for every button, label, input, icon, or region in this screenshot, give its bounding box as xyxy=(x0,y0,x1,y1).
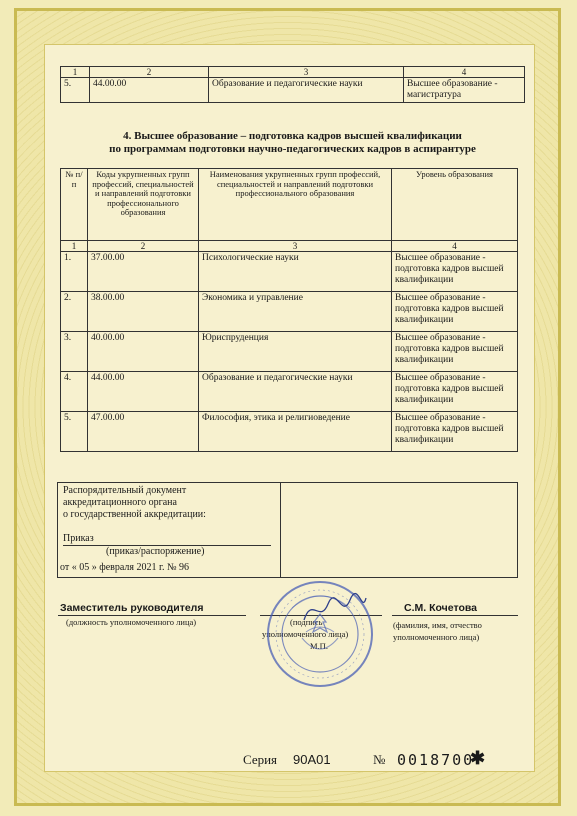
main-table xyxy=(60,168,518,452)
position-underline xyxy=(58,615,246,616)
position-hint: (должность уполномоченного лица) xyxy=(66,617,197,627)
section-title-line2: по программам подготовки научно-педагогических кадров в аспирантуре xyxy=(109,143,476,155)
name-hint-2: уполномоченного лица) xyxy=(393,632,480,642)
row-num: 5. xyxy=(61,78,90,103)
header-row xyxy=(61,169,518,241)
col-number: 1 xyxy=(61,67,90,78)
col-number: 3 xyxy=(209,67,404,78)
admin-doc-date: от « 05 » февраля 2021 г. № 96 xyxy=(60,562,190,573)
series-value: 90А01 xyxy=(293,752,331,767)
admin-doc-label-1: Распорядительный документ xyxy=(63,485,187,496)
row-level: Высшее образование - подготовка кадров высшей квалификации xyxy=(392,372,518,412)
table-row xyxy=(61,292,518,332)
row-level: Высшее образование - подготовка кадров высшей квалификации xyxy=(392,332,518,372)
col-number: 4 xyxy=(392,241,518,252)
header-code: Коды укрупненных групп профессий, специальностей и направлений подготовки профессионального образования xyxy=(88,169,199,241)
row-num: 3. xyxy=(61,332,88,372)
col-number: 4 xyxy=(404,67,525,78)
header-name: Наименования укрупненных групп профессий, специальностей и направлений подготовки профессионального образования xyxy=(199,169,392,241)
row-name: Экономика и управление xyxy=(199,292,392,332)
section-title xyxy=(60,130,525,156)
row-code: 40.00.00 xyxy=(88,332,199,372)
header-num: № п/п xyxy=(61,169,88,241)
row-name: Образование и педагогические науки xyxy=(209,78,404,103)
admin-doc-label-3: о государственной аккредитации: xyxy=(63,509,206,520)
column-numbers-row xyxy=(61,241,518,252)
table-row xyxy=(61,412,518,452)
col-number: 3 xyxy=(199,241,392,252)
star-icon: ✱ xyxy=(470,748,486,768)
row-level: Высшее образование - подготовка кадров высшей квалификации xyxy=(392,292,518,332)
table-row xyxy=(61,252,518,292)
table-row xyxy=(61,372,518,412)
row-level: Высшее образование - подготовка кадров высшей квалификации xyxy=(392,252,518,292)
row-num: 5. xyxy=(61,412,88,452)
handwritten-signature-icon xyxy=(300,590,370,630)
top-table xyxy=(60,66,525,103)
row-name: Юриспруденция xyxy=(199,332,392,372)
row-level: Высшее образование - магистратура xyxy=(404,78,525,103)
row-num: 4. xyxy=(61,372,88,412)
seal-hint: М.П. xyxy=(310,641,328,651)
col-number: 2 xyxy=(88,241,199,252)
name-underline xyxy=(392,615,518,616)
row-name: Психологические науки xyxy=(199,252,392,292)
series-label: Серия xyxy=(243,752,278,767)
section-title-line1: 4. Высшее образование – подготовка кадров высшей квалификации xyxy=(123,130,462,142)
row-code: 44.00.00 xyxy=(90,78,209,103)
admin-doc-type: Приказ xyxy=(63,533,94,544)
admin-doc-right xyxy=(281,483,518,578)
table-row xyxy=(61,78,525,103)
row-code: 44.00.00 xyxy=(88,372,199,412)
sign-hint-2: уполномоченного лица) xyxy=(262,629,349,639)
row-name: Образование и педагогические науки xyxy=(199,372,392,412)
row-name: Философия, этика и религиоведение xyxy=(199,412,392,452)
row-num: 1. xyxy=(61,252,88,292)
row-code: 38.00.00 xyxy=(88,292,199,332)
signer-name: С.М. Кочетова xyxy=(404,602,478,614)
signer-position: Заместитель руководителя xyxy=(60,602,204,614)
row-code: 47.00.00 xyxy=(88,412,199,452)
admin-doc-label-2: аккредитационного органа xyxy=(63,497,177,508)
row-num: 2. xyxy=(61,292,88,332)
header-level: Уровень образования xyxy=(392,169,518,241)
admin-doc-box xyxy=(57,482,518,578)
number-label: № xyxy=(373,752,386,767)
table-row xyxy=(61,332,518,372)
col-number: 1 xyxy=(61,241,88,252)
column-numbers-row xyxy=(61,67,525,78)
admin-doc-left xyxy=(58,483,281,578)
row-code: 37.00.00 xyxy=(88,252,199,292)
serial-number: 0018700 xyxy=(397,751,475,769)
name-hint-1: (фамилия, имя, отчество xyxy=(393,620,482,630)
col-number: 2 xyxy=(90,67,209,78)
row-level: Высшее образование - подготовка кадров высшей квалификации xyxy=(392,412,518,452)
admin-doc-type-hint: (приказ/распоряжение) xyxy=(106,546,205,557)
sign-hint-1: (подпись xyxy=(290,617,323,627)
